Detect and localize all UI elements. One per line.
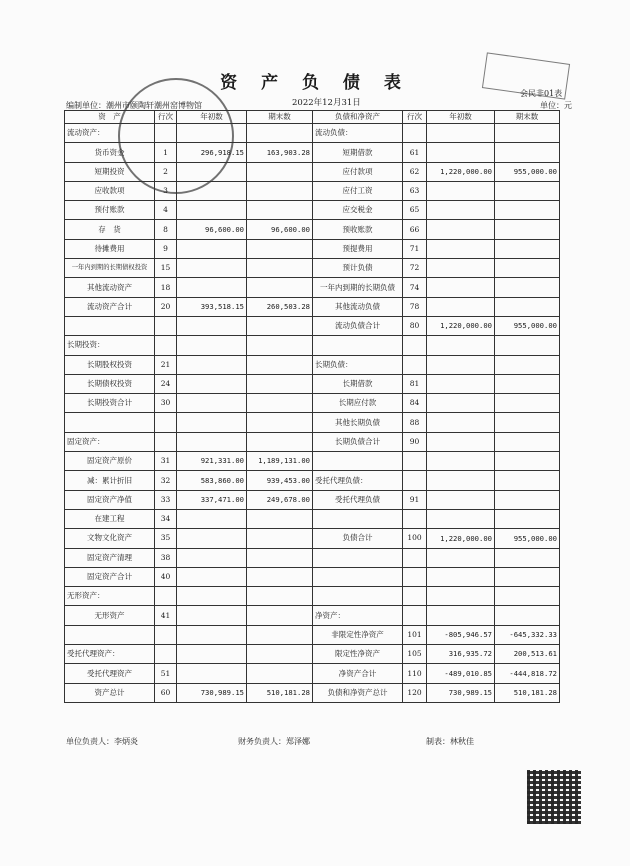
table-cell (427, 336, 495, 355)
table-cell (247, 355, 313, 374)
table-cell (313, 336, 403, 355)
table-cell: 应付工资 (313, 181, 403, 200)
table-cell: 文物文化资产 (65, 529, 155, 548)
table-cell: 730,989.15 (427, 683, 495, 702)
table-cell: 流动负债： (313, 124, 403, 143)
table-cell: 长期负债： (313, 355, 403, 374)
table-row (65, 201, 560, 220)
table-cell: 预提费用 (313, 239, 403, 258)
table-cell: 65 (403, 201, 427, 220)
table-cell (247, 664, 313, 683)
table-row (65, 162, 560, 181)
qr-code (527, 770, 581, 824)
table-cell: 105 (403, 645, 427, 664)
table-cell: 在建工程 (65, 509, 155, 528)
table-cell (247, 278, 313, 297)
table-cell: 96,600.00 (247, 220, 313, 239)
table-cell (247, 162, 313, 181)
table-cell (427, 587, 495, 606)
table-cell: 其他流动负债 (313, 297, 403, 316)
table-cell: 510,181.28 (247, 683, 313, 702)
table-cell (495, 336, 560, 355)
table-cell (495, 567, 560, 586)
table-cell (177, 374, 247, 393)
table-row (65, 529, 560, 548)
table-cell (247, 394, 313, 413)
table-cell: 32 (155, 471, 177, 490)
table-cell (403, 355, 427, 374)
table-cell: 101 (403, 625, 427, 644)
balance-sheet-table (64, 110, 560, 703)
table-cell: 预付账款 (65, 201, 155, 220)
table-row (65, 490, 560, 509)
table-cell: 66 (403, 220, 427, 239)
table-cell: 84 (403, 394, 427, 413)
table-cell (177, 548, 247, 567)
table-cell: 长期借款 (313, 374, 403, 393)
table-cell: 200,513.61 (495, 645, 560, 664)
table-cell (155, 432, 177, 451)
table-cell: 应交税金 (313, 201, 403, 220)
table-cell: 296,918.15 (177, 143, 247, 162)
table-cell (495, 606, 560, 625)
table-cell (247, 509, 313, 528)
table-cell: 30 (155, 394, 177, 413)
table-cell (65, 316, 155, 335)
table-row (65, 509, 560, 528)
table-cell: 337,471.00 (177, 490, 247, 509)
table-cell (155, 124, 177, 143)
reporting-entity: 编制单位：潮州市颐陶轩潮州窑博物馆 (66, 101, 202, 110)
table-cell (427, 509, 495, 528)
table-cell (495, 124, 560, 143)
table-row (65, 567, 560, 586)
table-cell: 91 (403, 490, 427, 509)
table-cell: 短期投资 (65, 162, 155, 181)
table-cell: 955,000.00 (495, 162, 560, 181)
table-cell: 4 (155, 201, 177, 220)
table-cell (177, 432, 247, 451)
table-cell (177, 529, 247, 548)
table-cell: 120 (403, 683, 427, 702)
table-row (65, 355, 560, 374)
table-cell: 固定资产净值 (65, 490, 155, 509)
table-cell (495, 587, 560, 606)
table-cell: 35 (155, 529, 177, 548)
table-cell (177, 587, 247, 606)
table-cell (427, 374, 495, 393)
table-cell: 流动资产： (65, 124, 155, 143)
table-cell (495, 452, 560, 471)
table-body (65, 124, 560, 703)
report-title: 资 产 负 债 表 (220, 73, 410, 93)
table-cell: 无形资产： (65, 587, 155, 606)
table-cell: 固定资产： (65, 432, 155, 451)
table-cell (427, 394, 495, 413)
table-cell: -489,010.85 (427, 664, 495, 683)
table-cell (177, 509, 247, 528)
table-cell: 应付款项 (313, 162, 403, 181)
table-row (65, 664, 560, 683)
table-cell (247, 529, 313, 548)
table-cell: 长期投资合计 (65, 394, 155, 413)
table-cell: 88 (403, 413, 427, 432)
table-cell (427, 278, 495, 297)
table-cell: 预计负债 (313, 259, 403, 278)
table-cell: 非限定性净资产 (313, 625, 403, 644)
report-date: 2022年12月31日 (292, 98, 361, 108)
table-cell: 1,189,131.00 (247, 452, 313, 471)
table-cell: 9 (155, 239, 177, 258)
table-cell (403, 548, 427, 567)
table-cell: 其他流动资产 (65, 278, 155, 297)
table-cell: 受托代理负债 (313, 490, 403, 509)
column-header: 年初数 (427, 111, 495, 124)
table-cell (155, 316, 177, 335)
column-header: 年初数 (177, 111, 247, 124)
table-cell: 长期应付款 (313, 394, 403, 413)
table-cell: 一年内到期的长期债权投资 (65, 259, 155, 278)
table-row (65, 181, 560, 200)
table-row (65, 278, 560, 297)
table-cell: 长期投资： (65, 336, 155, 355)
table-cell: 583,860.00 (177, 471, 247, 490)
table-cell: 80 (403, 316, 427, 335)
table-row (65, 471, 560, 490)
table-cell: 净资产合计 (313, 664, 403, 683)
table-cell: 510,181.28 (495, 683, 560, 702)
table-cell: 1,220,000.00 (427, 529, 495, 548)
table-cell (403, 587, 427, 606)
table-cell (495, 278, 560, 297)
table-cell: 1,220,000.00 (427, 162, 495, 181)
table-cell: 74 (403, 278, 427, 297)
table-cell: 939,453.00 (247, 471, 313, 490)
table-cell (313, 548, 403, 567)
table-cell (403, 452, 427, 471)
table-cell (247, 432, 313, 451)
table-cell: 38 (155, 548, 177, 567)
table-cell: -444,818.72 (495, 664, 560, 683)
table-cell (155, 625, 177, 644)
table-row (65, 683, 560, 702)
table-cell (495, 143, 560, 162)
table-cell (247, 316, 313, 335)
table-cell (427, 220, 495, 239)
table-row (65, 259, 560, 278)
table-cell: 1,220,000.00 (427, 316, 495, 335)
table-cell (427, 432, 495, 451)
table-cell (247, 413, 313, 432)
table-cell (495, 509, 560, 528)
table-cell (177, 567, 247, 586)
table-cell: 90 (403, 432, 427, 451)
table-cell: 96,600.00 (177, 220, 247, 239)
table-cell (155, 645, 177, 664)
finance-head-signature: 财务负责人：郑泽娜 (238, 737, 310, 746)
table-cell: 78 (403, 297, 427, 316)
table-cell: 20 (155, 297, 177, 316)
table-cell: 流动资产合计 (65, 297, 155, 316)
table-cell: 负债合计 (313, 529, 403, 548)
table-cell: 长期债权投资 (65, 374, 155, 393)
table-cell (177, 201, 247, 220)
table-cell (65, 413, 155, 432)
table-cell: 一年内到期的长期负债 (313, 278, 403, 297)
table-cell (177, 239, 247, 258)
table-cell: 资产总计 (65, 683, 155, 702)
table-cell (427, 452, 495, 471)
table-cell (427, 490, 495, 509)
table-cell: 21 (155, 355, 177, 374)
table-cell (403, 606, 427, 625)
table-cell: 预收账款 (313, 220, 403, 239)
table-cell: 41 (155, 606, 177, 625)
table-cell (247, 587, 313, 606)
table-row (65, 124, 560, 143)
table-cell: 260,503.28 (247, 297, 313, 316)
table-cell (177, 162, 247, 181)
table-cell: 15 (155, 259, 177, 278)
table-cell (247, 201, 313, 220)
table-cell: -805,946.57 (427, 625, 495, 644)
table-cell (247, 645, 313, 664)
table-cell: 18 (155, 278, 177, 297)
table-cell: 393,518.15 (177, 297, 247, 316)
table-cell (427, 471, 495, 490)
table-cell (177, 181, 247, 200)
table-cell: 固定资产清理 (65, 548, 155, 567)
table-cell: 955,000.00 (495, 529, 560, 548)
table-row (65, 432, 560, 451)
table-cell: 100 (403, 529, 427, 548)
table-cell (247, 259, 313, 278)
table-row (65, 548, 560, 567)
table-cell (177, 336, 247, 355)
table-cell (495, 413, 560, 432)
table-cell (427, 143, 495, 162)
table-cell (313, 452, 403, 471)
table-cell: 2 (155, 162, 177, 181)
table-cell: 163,903.28 (247, 143, 313, 162)
table-row (65, 645, 560, 664)
table-cell (495, 181, 560, 200)
table-cell: 应收款项 (65, 181, 155, 200)
table-row (65, 297, 560, 316)
table-row (65, 143, 560, 162)
table-cell (313, 567, 403, 586)
table-cell (495, 432, 560, 451)
table-cell (313, 587, 403, 606)
table-cell: 短期借款 (313, 143, 403, 162)
table-cell: 31 (155, 452, 177, 471)
table-cell: 730,989.15 (177, 683, 247, 702)
table-cell (495, 297, 560, 316)
table-cell (65, 625, 155, 644)
table-cell: 固定资产合计 (65, 567, 155, 586)
table-cell (177, 259, 247, 278)
table-cell: 60 (155, 683, 177, 702)
unit-head-signature: 单位负责人：李炳炎 (66, 737, 138, 746)
table-cell: 减：累计折旧 (65, 471, 155, 490)
table-cell (495, 201, 560, 220)
table-cell (403, 336, 427, 355)
table-cell (427, 259, 495, 278)
table-cell (177, 664, 247, 683)
table-row (65, 316, 560, 335)
table-cell: 62 (403, 162, 427, 181)
table-cell: 负债和净资产总计 (313, 683, 403, 702)
table-cell (495, 220, 560, 239)
table-cell: 921,331.00 (177, 452, 247, 471)
table-cell: 8 (155, 220, 177, 239)
table-cell: 110 (403, 664, 427, 683)
table-cell: 受托代理资产： (65, 645, 155, 664)
table-cell (495, 471, 560, 490)
table-cell (403, 567, 427, 586)
table-cell: -645,332.33 (495, 625, 560, 644)
table-row (65, 239, 560, 258)
table-cell: 955,000.00 (495, 316, 560, 335)
column-header: 行次 (155, 111, 177, 124)
table-cell: 34 (155, 509, 177, 528)
currency-unit: 单位：元 (540, 101, 572, 110)
table-cell: 固定资产原价 (65, 452, 155, 471)
table-cell: 1 (155, 143, 177, 162)
table-cell: 72 (403, 259, 427, 278)
table-cell: 33 (155, 490, 177, 509)
column-header: 资 产 (65, 111, 155, 124)
table-cell: 81 (403, 374, 427, 393)
table-cell (495, 355, 560, 374)
table-header-row (65, 111, 560, 124)
table-row (65, 587, 560, 606)
table-cell (495, 239, 560, 258)
table-cell (427, 181, 495, 200)
table-cell: 无形资产 (65, 606, 155, 625)
table-row (65, 413, 560, 432)
table-cell: 3 (155, 181, 177, 200)
table-cell (155, 587, 177, 606)
table-cell: 限定性净资产 (313, 645, 403, 664)
preparer-signature: 制表：林秋佳 (426, 737, 474, 746)
table-cell (177, 606, 247, 625)
table-cell (247, 548, 313, 567)
table-cell: 63 (403, 181, 427, 200)
table-cell (427, 297, 495, 316)
table-cell (177, 124, 247, 143)
table-cell (247, 181, 313, 200)
table-cell (247, 124, 313, 143)
table-cell: 货币资金 (65, 143, 155, 162)
table-cell: 受托代理负债： (313, 471, 403, 490)
table-cell: 存 货 (65, 220, 155, 239)
table-cell (495, 394, 560, 413)
table-cell (177, 394, 247, 413)
column-header: 期末数 (247, 111, 313, 124)
table-cell (247, 567, 313, 586)
table-cell (427, 606, 495, 625)
table-cell: 长期负债合计 (313, 432, 403, 451)
table-cell: 其他长期负债 (313, 413, 403, 432)
table-cell: 净资产： (313, 606, 403, 625)
table-cell (403, 471, 427, 490)
table-cell (427, 567, 495, 586)
table-cell (177, 645, 247, 664)
column-header: 负债和净资产 (313, 111, 403, 124)
table-row (65, 452, 560, 471)
table-row (65, 394, 560, 413)
table-cell (177, 278, 247, 297)
table-cell: 316,935.72 (427, 645, 495, 664)
table-cell (155, 336, 177, 355)
table-cell: 61 (403, 143, 427, 162)
table-cell (495, 374, 560, 393)
table-cell (427, 239, 495, 258)
table-cell (155, 413, 177, 432)
table-cell (247, 374, 313, 393)
table-cell: 24 (155, 374, 177, 393)
table-cell (495, 490, 560, 509)
table-cell: 流动负债合计 (313, 316, 403, 335)
table-cell (427, 548, 495, 567)
table-cell (495, 259, 560, 278)
column-header: 期末数 (495, 111, 560, 124)
table-cell (247, 239, 313, 258)
table-cell (427, 124, 495, 143)
table-cell (427, 355, 495, 374)
table-row (65, 336, 560, 355)
table-cell: 待摊费用 (65, 239, 155, 258)
table-cell: 249,678.00 (247, 490, 313, 509)
table-cell: 71 (403, 239, 427, 258)
table-cell (177, 355, 247, 374)
table-cell (177, 625, 247, 644)
table-cell (177, 316, 247, 335)
table-cell (495, 548, 560, 567)
table-row (65, 606, 560, 625)
table-row (65, 220, 560, 239)
table-cell (247, 625, 313, 644)
table-cell (427, 413, 495, 432)
table-row (65, 374, 560, 393)
table-cell (177, 413, 247, 432)
table-cell (427, 201, 495, 220)
table-row (65, 625, 560, 644)
table-cell (247, 336, 313, 355)
column-header: 行次 (403, 111, 427, 124)
table-cell: 受托代理资产 (65, 664, 155, 683)
table-cell: 长期股权投资 (65, 355, 155, 374)
table-cell (403, 124, 427, 143)
table-cell (313, 509, 403, 528)
table-cell: 51 (155, 664, 177, 683)
form-number: 会民非01表 (520, 89, 563, 98)
table-cell: 40 (155, 567, 177, 586)
table-cell (403, 509, 427, 528)
table-cell (247, 606, 313, 625)
